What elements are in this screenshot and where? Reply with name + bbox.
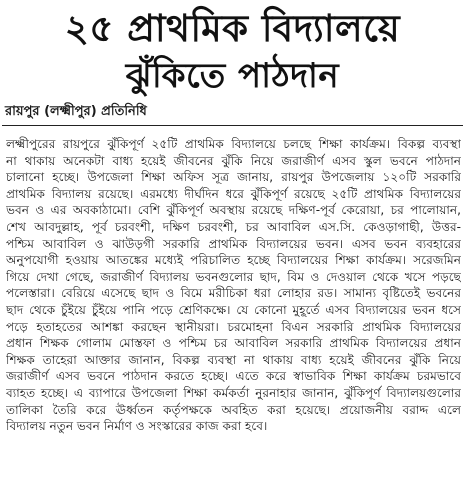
body-line: বিদ্যালয় নতুন ভবন নির্মাণ ও সংস্কারের কাজ করা হবে। [6, 419, 268, 434]
byline-divider [2, 125, 463, 126]
body-line: শিক্ষক তাহেরা আক্তার জানান, বিকল্প ব্যবস্থা না থাকায় বাধ্য হয়েই জীবনের ঝুঁকি নিয়ে [6, 352, 461, 367]
body-line: প্রাথমিক বিদ্যালয় রয়েছে। এরমধ্যে দীর্ঘদিন ধরে ঝুঁকিপূর্ণ রয়েছে ২৫টি প্রাথমিক বিদ্যালয়ের [6, 186, 461, 201]
headline-line-2: ঝুঁকিতে পাঠদান [125, 56, 340, 96]
body-line: অনুপযোগী হওয়ায় আতঙ্কের মধ্যেই পরিচালিত হচ্ছে বিদ্যালয়ের শিক্ষা কার্যক্রম। সরেজমিন [6, 253, 461, 268]
body-line: পড়ে হতাহতের আশঙ্কা করছেন স্থানীয়রা। চরমোহনা বিএন সরকারি প্রাথমিক বিদ্যালয়ের [6, 319, 461, 334]
body-line: ছাদ থেকে চুঁইয়ে চুঁইয়ে পানি পড়ে শ্রেণিকক্ষে। যে কোনো মুহূর্তে এসব বিদ্যালয়ের ভবন ধসে [6, 302, 461, 317]
body-line: শেখ আবদুল্লাহ, পূর্ব চরবংশী, দক্ষিণ চরবংশী, চর আবাবিল এস.সি. কেওড়াগাছী, উত্তর- [6, 219, 461, 234]
body-line: প্রধান শিক্ষক গোলাম মোস্তফা ও পশ্চিম চর আবাবিল সরকারি প্রাথমিক বিদ্যালয়ের প্রধান [6, 336, 461, 351]
body-line: পশ্চিম আবাবিল ও ঝাউড়গী সরকারি প্রাথমিক বিদ্যালয়ের ভবন। এসব ভবন ব্যবহারের [6, 236, 461, 251]
body-line: ব্যাহত হচ্ছে। এ ব্যাপারে উপজেলা শিক্ষা কর্মকর্তা নুরনাহার জানান, ঝুঁকিপূর্ণ বিদ্যালয়গুলোর [6, 385, 461, 400]
body-line: লক্ষ্মীপুরের রায়পুরে ঝুঁকিপূর্ণ ২৫টি প্রাথমিক বিদ্যালয়ে চলছে শিক্ষা কার্যক্রম। বিকল্প ব্যবস্থা [6, 137, 461, 151]
headline-line-1: ২৫ প্রাথমিক বিদ্যালয়ে [64, 7, 401, 50]
body-line: পলেস্তারা। বেরিয়ে এসেছে ছাদ ও বিমে মরীচিকা ধরা লোহার রড। সামান্য বৃষ্টিতেই ভবনের [6, 286, 461, 301]
body-line: গিয়ে দেখা গেছে, জরাজীর্ণ বিদ্যালয় ভবনগুলোর ছাদ, বিম ও দেওয়াল থেকে খসে পড়ছে [6, 269, 461, 284]
article-body [6, 136, 461, 435]
byline: রায়পুর (লক্ষ্মীপুর) প্রতিনিধি [5, 104, 147, 119]
body-line: চালানো হচ্ছে। উপজেলা শিক্ষা অফিস সূত্র জানায়, রায়পুর উপজেলায় ১২০টি সরকারি [6, 170, 461, 185]
body-line: জরাজীর্ণ এসব ভবনে পাঠদান করতে হচ্ছে। এতে করে স্বাভাবিক শিক্ষা কার্যক্রম চরমভাবে [6, 369, 461, 384]
body-line: তালিকা তৈরি করে ঊর্ধ্বতন কর্তৃপক্ষকে অবহিত করা হয়েছে। প্রয়োজনীয় বরাদ্দ এলে [6, 402, 461, 417]
body-line: ভবন ও এর অবকাঠামো। বেশি ঝুঁকিপূর্ণ অবস্থায় রয়েছে দক্ষিণ-পূর্ব কেরোয়া, চর পালোয়ান, [6, 203, 461, 218]
body-line: না থাকায় অনেকটা বাধ্য হয়েই জীবনের ঝুঁকি নিয়ে জরাজীর্ণ এসব স্কুল ভবনে পাঠদান [6, 153, 461, 168]
